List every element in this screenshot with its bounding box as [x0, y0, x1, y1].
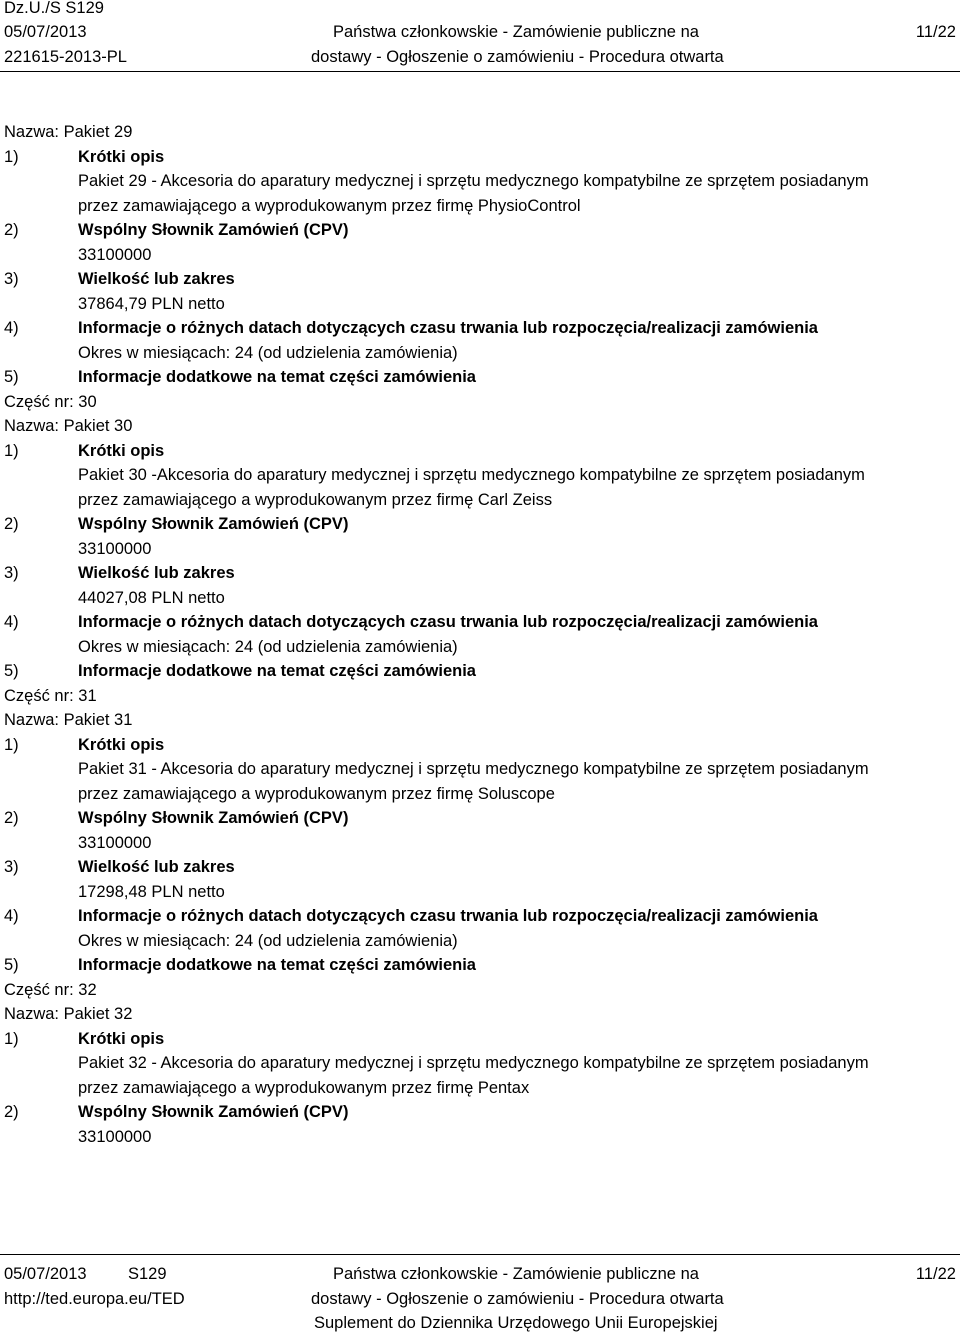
- section-heading: Informacje dodatkowe na temat części zamówienia: [78, 368, 476, 386]
- cpv-code: 33100000: [78, 245, 152, 264]
- section-additional-info: [0, 365, 960, 390]
- section-short-description: [0, 733, 960, 758]
- header-journal: Dz.U./S S129: [4, 0, 104, 17]
- section-dates: [0, 610, 960, 635]
- section-heading: Krótki opis: [78, 147, 165, 166]
- section-number: 1): [4, 441, 19, 460]
- section-number: 3): [4, 270, 19, 288]
- lot-32: [0, 978, 960, 1150]
- section-number: 2): [4, 1103, 19, 1121]
- section-number: 5): [4, 956, 19, 974]
- section-cpv: [0, 512, 960, 537]
- section-heading: Krótki opis: [78, 735, 165, 754]
- footer-journal: S129: [128, 1265, 167, 1283]
- section-heading: Wspólny Słownik Zamówień (CPV): [78, 221, 349, 239]
- section-heading: Wspólny Słownik Zamówień (CPV): [78, 515, 349, 533]
- lot-31: [0, 684, 960, 978]
- header-divider: [0, 71, 960, 72]
- section-dates: [0, 316, 960, 341]
- section-number: 1): [4, 147, 19, 166]
- section-heading: Krótki opis: [78, 1029, 165, 1048]
- section-number: 2): [4, 809, 19, 827]
- section-heading: Wielkość lub zakres: [78, 270, 235, 288]
- lot-description-line2: przez zamawiającego a wyprodukowanym przez firmę PhysioControl: [78, 196, 581, 215]
- lot-part-number: Część nr: 32: [4, 980, 97, 999]
- section-cpv: [0, 1100, 960, 1125]
- lot-description-line1: Pakiet 31 - Akcesoria do aparatury medycznej i sprzętu medycznego kompatybilne ze sprzętem posiadanym: [78, 760, 869, 778]
- lot-description-line2: przez zamawiającego a wyprodukowanym przez firmę Pentax: [78, 1078, 530, 1097]
- cpv-code: 33100000: [78, 833, 152, 852]
- lot-value: 44027,08 PLN netto: [78, 588, 225, 607]
- section-number: 2): [4, 221, 19, 239]
- lot-value: 37864,79 PLN netto: [78, 294, 225, 313]
- footer-title-line3: Suplement do Dziennika Urzędowego Unii Europejskiej: [314, 1314, 718, 1332]
- section-number: 1): [4, 735, 19, 754]
- footer-page-number: 11/22: [915, 1265, 956, 1283]
- section-short-description: [0, 145, 960, 170]
- section-heading: Informacje o różnych datach dotyczących czasu trwania lub rozpoczęcia/realizacji zamówienia: [78, 907, 818, 925]
- header-title-line2: dostawy - Ogłoszenie o zamówieniu - Procedura otwarta: [311, 48, 724, 66]
- header-notice-id: 221615-2013-PL: [4, 48, 127, 66]
- footer-url[interactable]: http://ted.europa.eu/TED: [4, 1290, 185, 1308]
- section-heading: Wspólny Słownik Zamówień (CPV): [78, 809, 349, 827]
- lot-description-line1: Pakiet 32 - Akcesoria do aparatury medycznej i sprzętu medycznego kompatybilne ze sprzętem posiadanym: [78, 1054, 869, 1072]
- lot-description-line1: Pakiet 29 - Akcesoria do aparatury medycznej i sprzętu medycznego kompatybilne ze sprzętem posiadanym: [78, 172, 869, 190]
- section-quantity: [0, 561, 960, 586]
- section-heading: Wielkość lub zakres: [78, 858, 235, 876]
- lot-period: Okres w miesiącach: 24 (od udzielenia zamówienia): [78, 343, 458, 362]
- lot-name: Nazwa: Pakiet 31: [4, 711, 133, 729]
- document-body: [0, 120, 960, 1149]
- lot-period: Okres w miesiącach: 24 (od udzielenia zamówienia): [78, 637, 458, 656]
- section-additional-info: [0, 953, 960, 978]
- lot-30: [0, 390, 960, 684]
- header-title-line1: Państwa członkowskie - Zamówienie publiczne na: [333, 23, 699, 41]
- section-dates: [0, 904, 960, 929]
- header-page-number: 11/22: [915, 23, 956, 41]
- lot-part-number: Część nr: 30: [4, 392, 97, 411]
- lot-description-line1: Pakiet 30 -Akcesoria do aparatury medycznej i sprzętu medycznego kompatybilne ze sprzętem posiadanym: [78, 466, 865, 484]
- lot-name: Nazwa: Pakiet 29: [4, 123, 133, 141]
- section-heading: Informacje o różnych datach dotyczących czasu trwania lub rozpoczęcia/realizacji zamówienia: [78, 613, 818, 631]
- lot-value: 17298,48 PLN netto: [78, 882, 225, 901]
- lot-description-line2: przez zamawiającego a wyprodukowanym przez firmę Soluscope: [78, 784, 555, 803]
- lot-name: Nazwa: Pakiet 30: [4, 417, 133, 435]
- header-date: 05/07/2013: [4, 23, 87, 41]
- section-heading: Wielkość lub zakres: [78, 564, 235, 582]
- section-number: 2): [4, 515, 19, 533]
- section-additional-info: [0, 659, 960, 684]
- section-heading: Krótki opis: [78, 441, 165, 460]
- lot-description-line2: przez zamawiającego a wyprodukowanym przez firmę Carl Zeiss: [78, 490, 553, 509]
- section-heading: Informacje dodatkowe na temat części zamówienia: [78, 956, 476, 974]
- section-cpv: [0, 806, 960, 831]
- lot-period: Okres w miesiącach: 24 (od udzielenia zamówienia): [78, 931, 458, 950]
- footer-title-line1: Państwa członkowskie - Zamówienie publiczne na: [333, 1265, 699, 1283]
- lot-part-number: Część nr: 31: [4, 686, 97, 705]
- section-short-description: [0, 1027, 960, 1052]
- section-number: 1): [4, 1029, 19, 1048]
- lot-name: Nazwa: Pakiet 32: [4, 1005, 133, 1023]
- section-number: 5): [4, 368, 19, 386]
- section-number: 4): [4, 907, 19, 925]
- section-quantity: [0, 267, 960, 292]
- section-number: 5): [4, 662, 19, 680]
- section-number: 4): [4, 613, 19, 631]
- section-short-description: [0, 439, 960, 464]
- cpv-code: 33100000: [78, 539, 152, 558]
- section-number: 4): [4, 319, 19, 337]
- footer-title-line2: dostawy - Ogłoszenie o zamówieniu - Procedura otwarta: [311, 1290, 724, 1308]
- lot-29: [0, 120, 960, 390]
- cpv-code: 33100000: [78, 1127, 152, 1146]
- section-heading: Wspólny Słownik Zamówień (CPV): [78, 1103, 349, 1121]
- section-heading: Informacje o różnych datach dotyczących czasu trwania lub rozpoczęcia/realizacji zamówienia: [78, 319, 818, 337]
- section-number: 3): [4, 564, 19, 582]
- section-heading: Informacje dodatkowe na temat części zamówienia: [78, 662, 476, 680]
- section-cpv: [0, 218, 960, 243]
- section-quantity: [0, 855, 960, 880]
- footer-date: 05/07/2013: [4, 1265, 87, 1283]
- footer-divider: [0, 1254, 960, 1255]
- section-number: 3): [4, 858, 19, 876]
